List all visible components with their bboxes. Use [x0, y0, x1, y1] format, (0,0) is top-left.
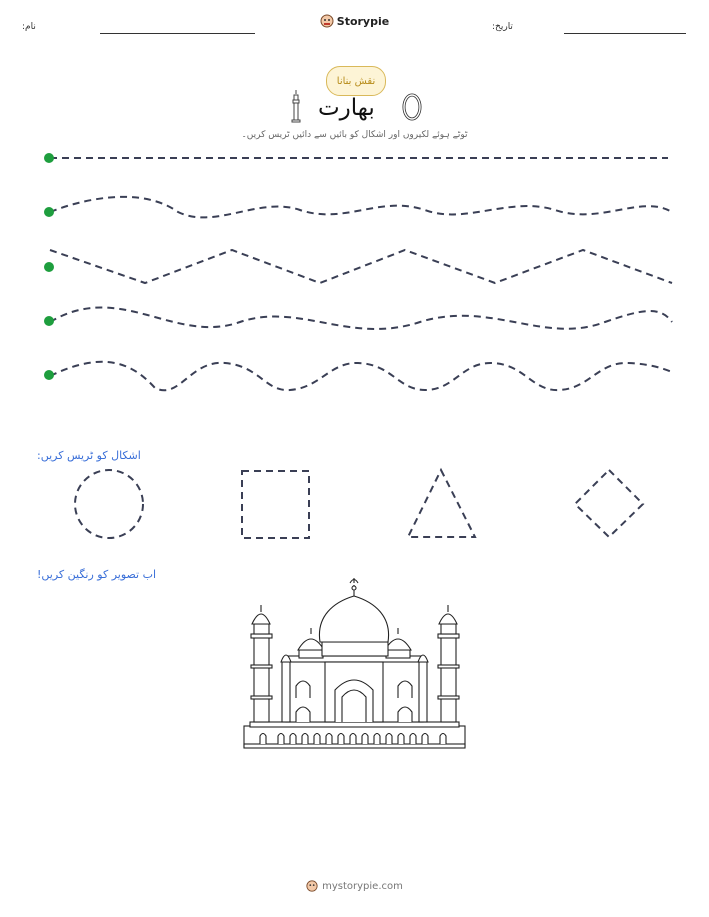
page-title: بھارت: [318, 95, 375, 121]
storypie-footer-icon: [306, 880, 318, 892]
right-minaret: [438, 605, 459, 722]
date-label: تاریخ:: [492, 22, 513, 32]
footer: [0, 880, 709, 895]
main-dome: [319, 596, 388, 642]
name-label: نام:: [22, 22, 36, 32]
right-chhatri: [385, 639, 411, 650]
instructions: ٹوٹے ہوئے لکیروں اور اشکال کو بائیں سے دائیں ٹریس کریں۔: [241, 130, 468, 140]
footer-url[interactable]: mystorypie.com: [322, 880, 403, 892]
color-section-title: اب تصویر کو رنگین کریں!: [37, 568, 157, 581]
brand-name: Storypie: [336, 14, 390, 28]
left-minaret: [251, 605, 272, 722]
shapes-section-title: اشکال کو ٹریس کریں:: [37, 449, 141, 462]
activity-badge: نقش بنانا: [326, 66, 386, 96]
